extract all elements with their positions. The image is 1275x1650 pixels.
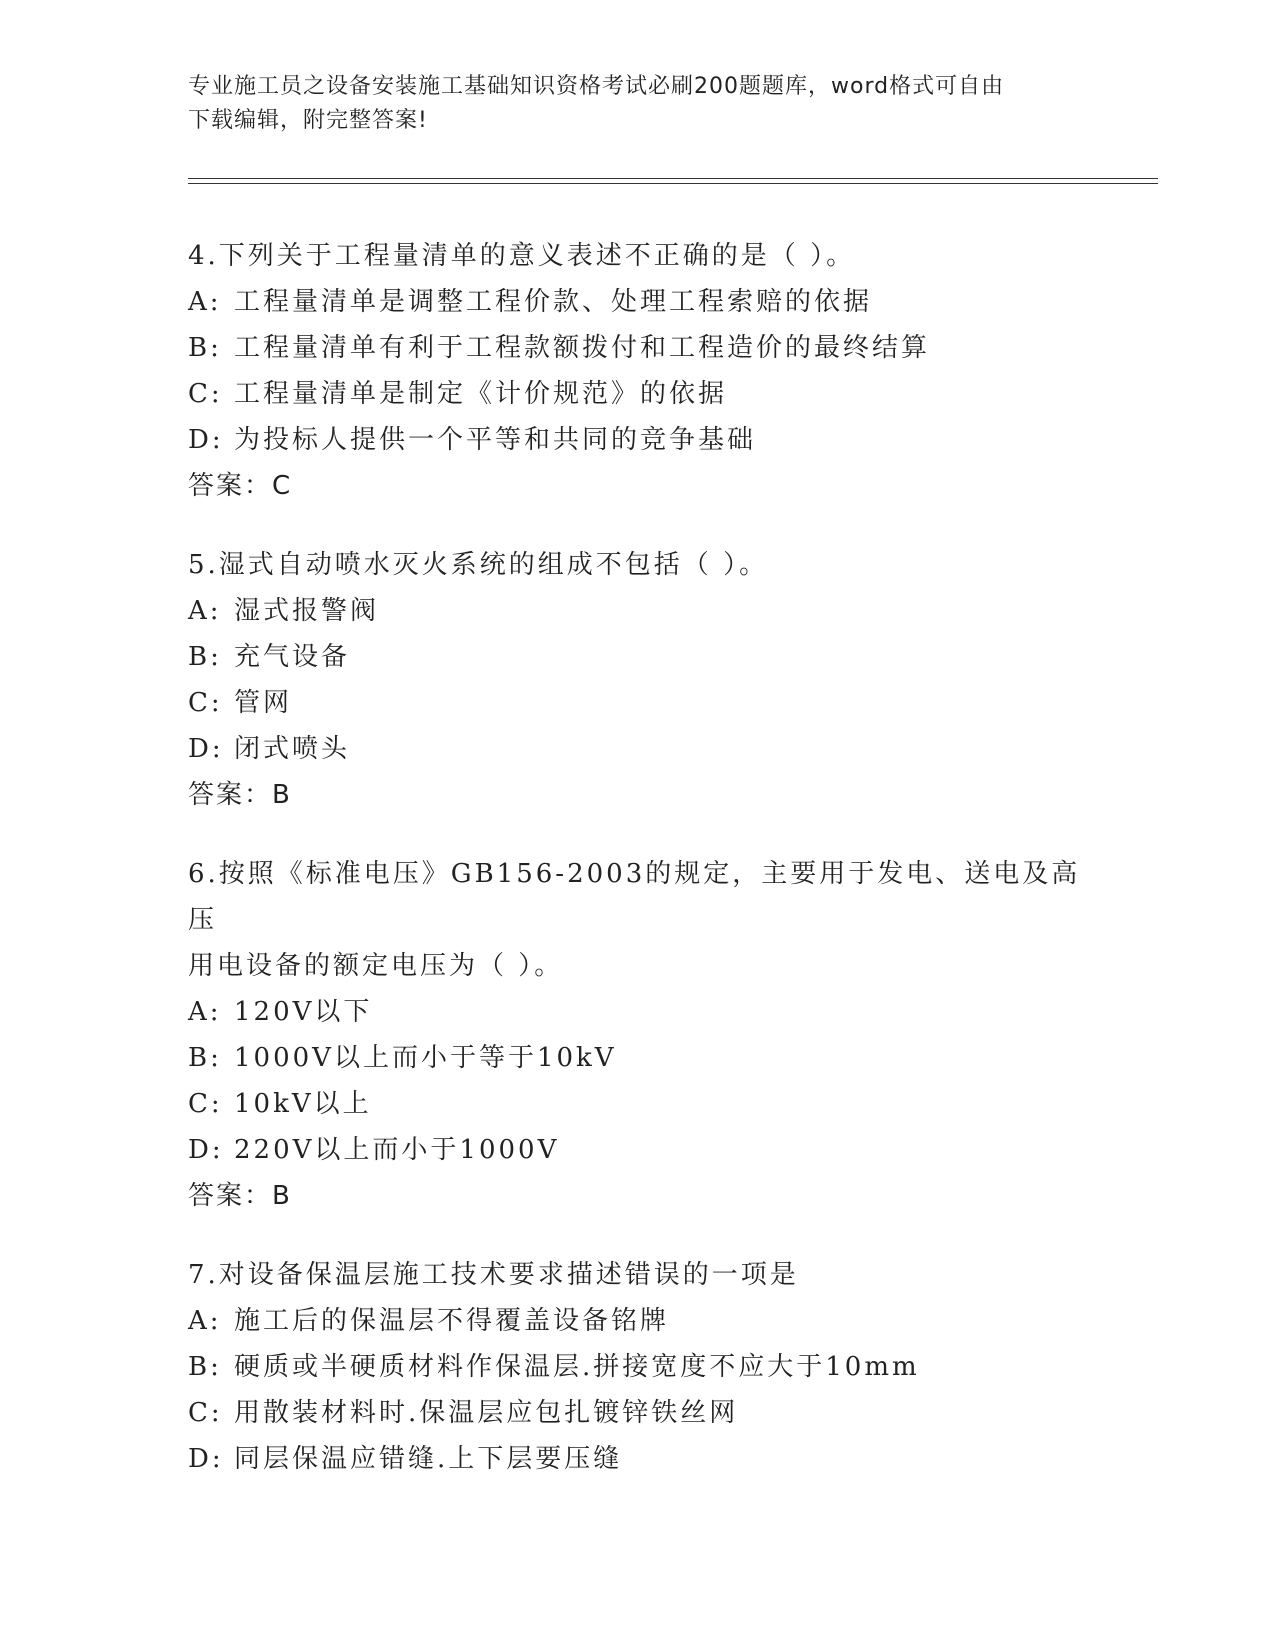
question-6 — [188, 851, 1088, 1219]
option-d — [188, 726, 1088, 772]
option-a — [188, 588, 1088, 634]
option-letter: D: — [188, 1135, 224, 1165]
document-header — [188, 70, 1088, 138]
question-stem: 6.按照《标准电压》GB156-2003的规定，主要用于发电、送电及高压 — [188, 859, 1081, 935]
option-letter: D: — [188, 734, 224, 764]
option-text: 硬质或半硬质材料作保温层.拼接宽度不应大于10mm — [234, 1352, 920, 1382]
option-text: 为投标人提供一个平等和共同的竞争基础 — [234, 425, 757, 455]
option-text: 闭式喷头 — [234, 734, 351, 764]
option-text: 工程量清单有利于工程款额拨付和工程造价的最终结算 — [234, 333, 931, 363]
option-a — [188, 1298, 1088, 1344]
option-c — [188, 1390, 1088, 1436]
option-a — [188, 279, 1088, 325]
question-7 — [188, 1252, 1088, 1482]
option-a — [188, 989, 1088, 1035]
question-stem: 4.下列关于工程量清单的意义表述不正确的是（ ）。 — [188, 241, 856, 271]
option-text: 1000V以上而小于等于10kV — [234, 1043, 617, 1073]
option-d — [188, 1127, 1088, 1173]
option-letter: C: — [188, 688, 223, 718]
question-stem: 7.对设备保温层施工技术要求描述错误的一项是 — [188, 1260, 799, 1290]
option-text: 湿式报警阀 — [234, 596, 380, 626]
option-text: 工程量清单是制定《计价规范》的依据 — [234, 379, 728, 409]
option-letter: A: — [188, 1306, 222, 1336]
option-b — [188, 325, 1088, 371]
option-letter: C: — [188, 1398, 223, 1428]
answer-line: 答案：B — [188, 1181, 292, 1211]
option-b — [188, 634, 1088, 680]
header-divider-top — [188, 178, 1158, 179]
option-b — [188, 1035, 1088, 1081]
option-c — [188, 371, 1088, 417]
question-4 — [188, 233, 1088, 509]
option-letter: B: — [188, 1352, 222, 1382]
option-b — [188, 1344, 1088, 1390]
option-letter: D: — [188, 425, 224, 455]
answer-line: 答案：C — [188, 471, 293, 501]
answer-line: 答案：B — [188, 780, 292, 810]
option-letter: B: — [188, 333, 222, 363]
option-c — [188, 1081, 1088, 1127]
option-d — [188, 1436, 1088, 1482]
question-5 — [188, 542, 1088, 818]
option-text: 同层保温应错缝.上下层要压缝 — [234, 1444, 623, 1474]
option-c — [188, 680, 1088, 726]
header-divider-bottom — [188, 183, 1158, 184]
option-text: 120V以下 — [234, 997, 373, 1027]
option-letter: D: — [188, 1444, 224, 1474]
header-line-2: 下载编辑，附完整答案! — [188, 108, 428, 133]
option-text: 施工后的保温层不得覆盖设备铭牌 — [234, 1306, 670, 1336]
option-text: 用散装材料时.保温层应包扎镀锌铁丝网 — [234, 1398, 739, 1428]
option-letter: B: — [188, 642, 222, 672]
option-letter: A: — [188, 596, 222, 626]
option-letter: B: — [188, 1043, 222, 1073]
option-letter: A: — [188, 287, 222, 317]
option-letter: A: — [188, 997, 222, 1027]
option-letter: C: — [188, 1089, 223, 1119]
header-line-1: 专业施工员之设备安装施工基础知识资格考试必刷200题题库，word格式可自由 — [188, 74, 1005, 99]
question-list — [188, 233, 1088, 1515]
option-text: 10kV以上 — [234, 1089, 372, 1119]
option-text: 管网 — [234, 688, 293, 718]
option-letter: C: — [188, 379, 223, 409]
question-stem-continued: 用电设备的额定电压为（ ）。 — [188, 951, 564, 981]
option-text: 充气设备 — [234, 642, 351, 672]
option-d — [188, 417, 1088, 463]
question-stem: 5.湿式自动喷水灭火系统的组成不包括（ ）。 — [188, 550, 769, 580]
option-text: 220V以上而小于1000V — [234, 1135, 560, 1165]
option-text: 工程量清单是调整工程价款、处理工程索赔的依据 — [234, 287, 873, 317]
